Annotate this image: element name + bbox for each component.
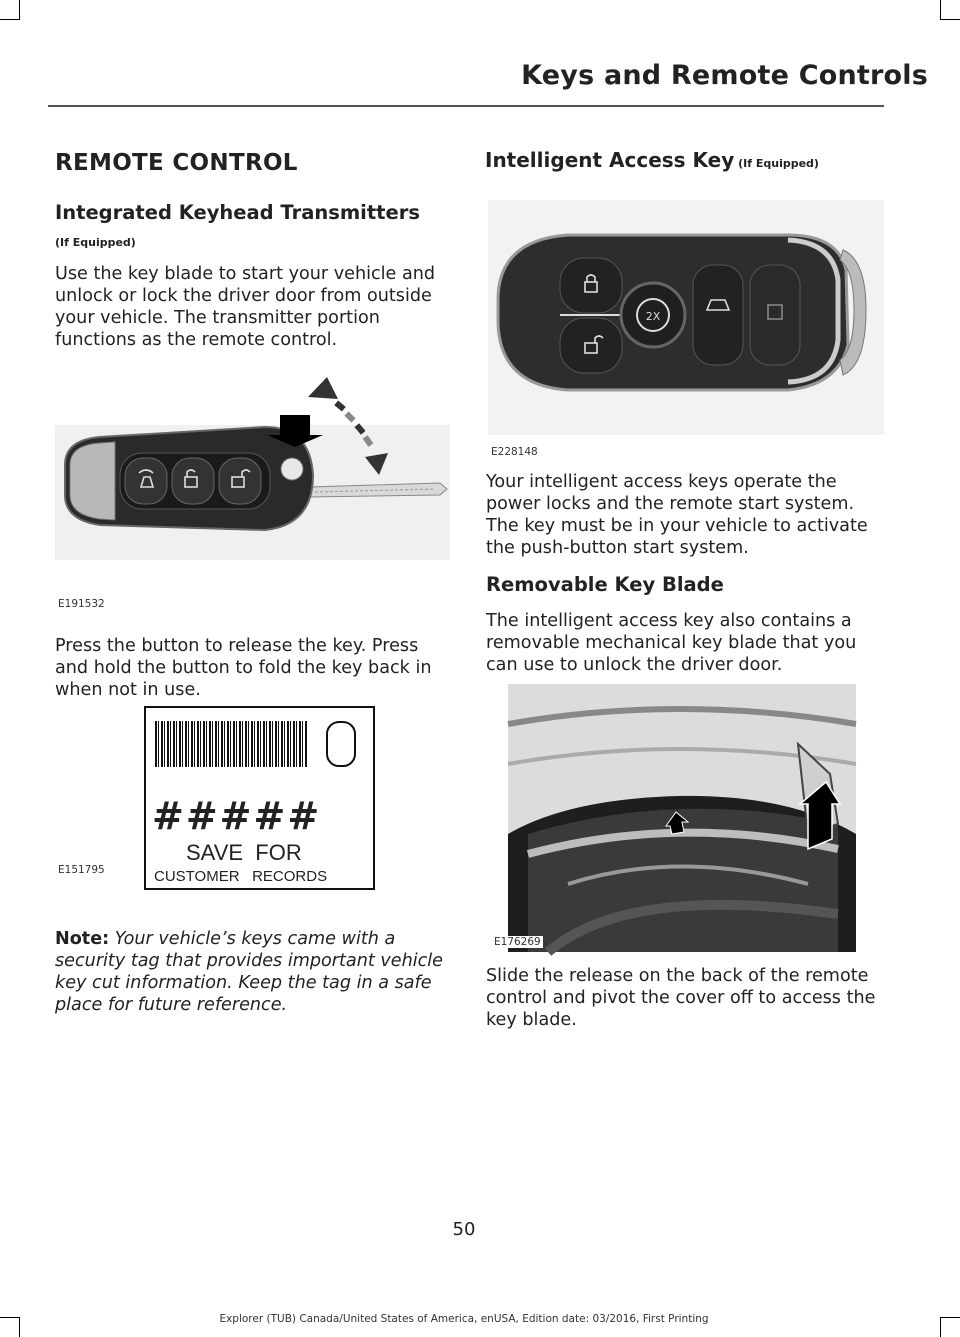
figure-code-e151795: E151795: [58, 864, 105, 876]
header-divider: [48, 105, 884, 107]
note-paragraph: [55, 928, 447, 1016]
barcode: [155, 721, 307, 767]
paragraph-removable-blade: The intelligent access key also contains a removable mechanical key blade that you can use to unlock the driver door.: [486, 611, 857, 675]
paragraph-release-key: Press the button to release the key. Press and hold the button to fold the key back in when not in use.: [55, 636, 432, 700]
crop-mark: [0, 19, 20, 20]
paragraph-keyblade: Use the key blade to start your vehicle and unlock or lock the driver door from outside your vehicle. The transmitter portion functions as the remote control.: [55, 264, 436, 350]
if-equipped-tag: (If Equipped): [55, 236, 136, 249]
key-release-illustration: [494, 684, 856, 952]
remote-start-button-label: 2X: [645, 310, 661, 323]
key-ring-hole: [326, 721, 356, 767]
customer-records-text: CUSTOMER RECORDS: [154, 868, 328, 885]
figure-code-e176269: E176269: [494, 936, 541, 948]
security-tag-card: [144, 706, 375, 890]
right-column: [485, 140, 885, 172]
figure-code-e228148: E228148: [491, 446, 538, 458]
subsection-title-keyhead: Integrated Keyhead Transmitters: [55, 201, 420, 224]
page-title: Keys and Remote Controls: [521, 60, 928, 91]
footer-text: Explorer (TUB) Canada/United States of America, enUSA, Edition date: 03/2016, First Printing: [219, 1313, 709, 1325]
left-column: [55, 140, 450, 351]
crop-mark: [940, 1317, 941, 1337]
section-title: REMOTE CONTROL: [55, 150, 298, 176]
crop-mark: [940, 0, 941, 20]
save-for-text: SAVE FOR: [186, 840, 302, 865]
flip-key-illustration: [55, 365, 450, 565]
intelligent-access-key-title: [485, 148, 885, 172]
crop-mark: [940, 1317, 960, 1318]
paragraph-intelligent-keys: Your intelligent access keys operate the power locks and the remote start system. The key must be in your vehicle to activate the push-button start system.: [486, 472, 868, 558]
note-text: Your vehicle’s keys came with a security tag that provides important vehicle key cut information. Keep the tag in a safe place for future reference.: [55, 929, 443, 1015]
crop-mark: [19, 0, 20, 20]
crop-mark: [940, 19, 960, 20]
if-equipped-tag: (If Equipped): [734, 157, 819, 170]
note-label: Note:: [55, 929, 110, 949]
paragraph-slide-release: Slide the release on the back of the remote control and pivot the cover off to access the key blade.: [486, 966, 876, 1030]
page-number: 50: [452, 1219, 476, 1240]
removable-key-blade-title: Removable Key Blade: [486, 573, 724, 596]
intelligent-access-key-title-text: Intelligent Access Key: [485, 148, 735, 172]
figure-code-e191532: E191532: [58, 598, 105, 610]
intelligent-key-illustration: [488, 200, 884, 435]
key-code-hash: #####: [152, 794, 322, 838]
